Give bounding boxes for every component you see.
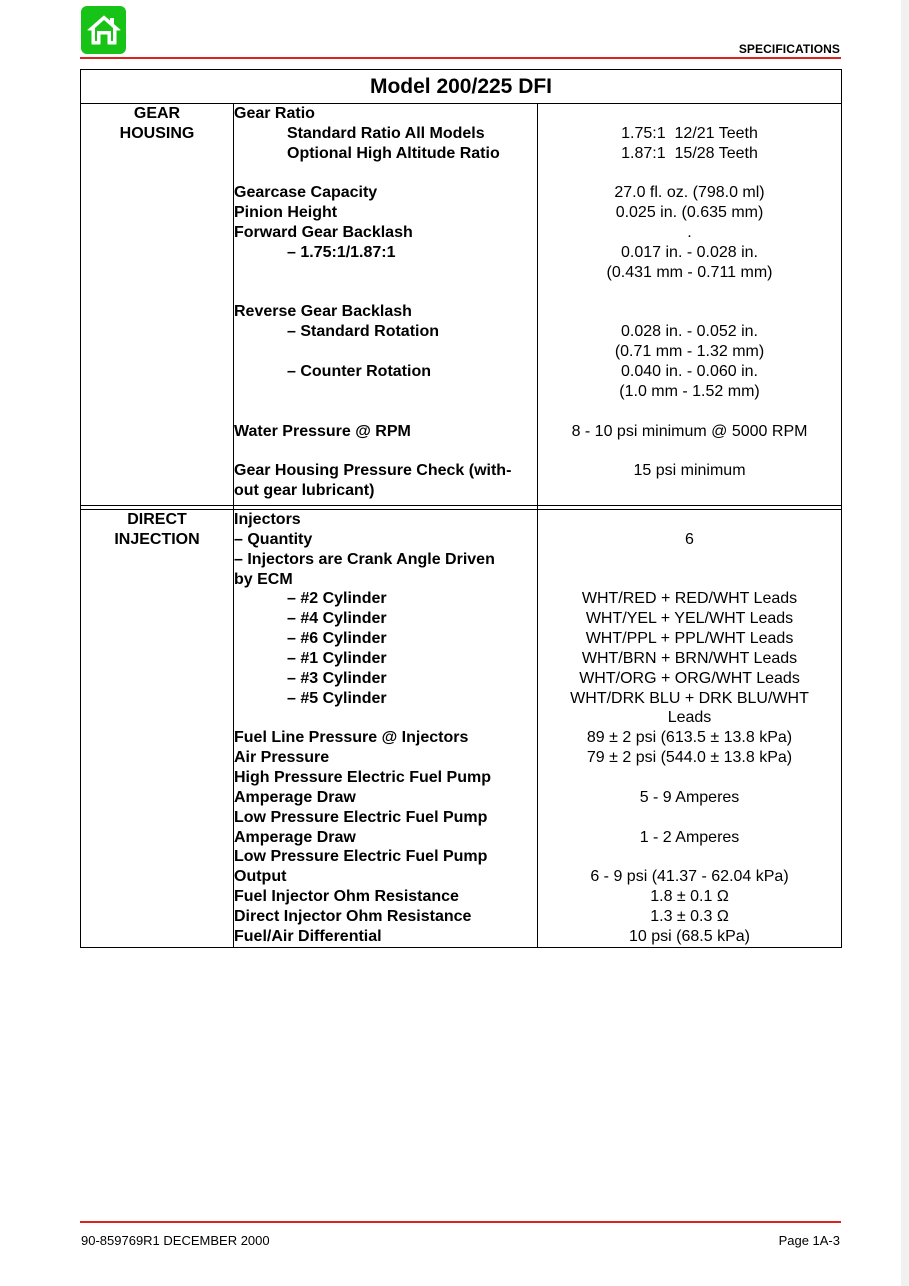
home-icon: [86, 12, 122, 48]
gear-housing-labels: [234, 104, 538, 506]
spec-value: [538, 768, 841, 788]
spec-value: [538, 402, 841, 422]
spec-label: – #6 Cylinder: [287, 630, 387, 648]
model-title: Model 200/225 DFI: [81, 70, 842, 104]
direct-injection-values: [538, 510, 842, 948]
spec-value: .: [687, 224, 692, 242]
spec-value: (1.0 mm - 1.52 mm): [619, 382, 760, 400]
spec-value: 79 ± 2 psi (544.0 ± 13.8 kPa): [586, 749, 793, 767]
spec-label: – Quantity: [234, 530, 313, 548]
spec-label: Optional High Altitude Ratio: [287, 144, 500, 162]
spec-value: [538, 570, 841, 590]
spec-value: 1.3 ± 0.3 Ω: [650, 907, 729, 925]
spec-value: 0.028 in. - 0.052 in.: [621, 323, 758, 341]
spec-label: [234, 441, 537, 461]
spec-label: Standard Ratio All Models: [287, 124, 485, 142]
spec-label: Air Pressure: [234, 749, 330, 767]
gear-housing-section-name: [81, 104, 234, 506]
spec-value: WHT/ORG + ORG/WHT Leads: [579, 669, 800, 687]
home-button[interactable]: [81, 6, 126, 54]
spec-value: [538, 104, 841, 124]
spec-label: – #3 Cylinder: [287, 669, 387, 687]
footer-doc-number: 90-859769R1 DECEMBER 2000: [81, 1233, 270, 1248]
spec-label: – #2 Cylinder: [287, 590, 387, 608]
spec-label: Amperage Draw: [234, 788, 356, 806]
spec-label: [234, 402, 537, 422]
spec-value: [538, 550, 841, 570]
spec-label: Low Pressure Electric Fuel Pump: [234, 848, 488, 866]
spec-label: – Standard Rotation: [287, 323, 440, 341]
spec-label: [234, 164, 537, 184]
section-name-line: INJECTION: [114, 531, 200, 548]
spec-value: [538, 164, 841, 184]
spec-label: – 1.75:1/1.87:1: [287, 243, 396, 261]
spec-value: [538, 302, 841, 322]
spec-label: Reverse Gear Backlash: [234, 303, 412, 321]
spec-label: Output: [234, 868, 287, 886]
spec-label: [234, 342, 537, 362]
spec-label: Gear Housing Pressure Check (with-: [234, 462, 512, 480]
spec-value: 0.040 in. - 0.060 in.: [621, 362, 758, 380]
spec-label: Water Pressure @ RPM: [234, 422, 411, 440]
spec-value: WHT/YEL + YEL/WHT Leads: [585, 610, 794, 628]
spec-label: Gear Ratio: [234, 105, 315, 122]
spec-label: Amperage Draw: [234, 828, 356, 846]
spec-value: WHT/BRN + BRN/WHT Leads: [581, 649, 798, 667]
page-edge-strip: [901, 0, 909, 1286]
spec-label: – #1 Cylinder: [287, 649, 387, 667]
spec-value: 10 psi (68.5 kPa): [629, 927, 750, 945]
spec-label: [234, 708, 537, 728]
spec-value: 0.025 in. (0.635 mm): [615, 204, 764, 222]
spec-label: [234, 263, 537, 283]
spec-value: 27.0 fl. oz. (798.0 ml): [614, 184, 765, 202]
spec-value: 1.87:1 15/28 Teeth: [621, 144, 758, 162]
spec-label: Pinion Height: [234, 204, 338, 222]
spec-label: – Injectors are Crank Angle Driven: [234, 550, 495, 568]
section-title: SPECIFICATIONS: [738, 42, 840, 56]
spec-label: Injectors: [234, 511, 301, 528]
spec-value: [538, 283, 841, 303]
spec-label: Low Pressure Electric Fuel Pump: [234, 808, 488, 826]
spec-table: [80, 69, 842, 948]
spec-label: High Pressure Electric Fuel Pump: [234, 768, 491, 786]
spec-label: [234, 382, 537, 402]
spec-label: [234, 283, 537, 303]
spec-label: Fuel Line Pressure @ Injectors: [234, 729, 469, 747]
spec-label: Gearcase Capacity: [234, 184, 378, 202]
spec-value: 15 psi minimum: [633, 462, 746, 480]
spec-value: [538, 808, 841, 828]
spec-value: 1 - 2 Amperes: [639, 828, 740, 846]
direct-injection-labels: [234, 510, 538, 948]
spec-value: [538, 510, 841, 530]
spec-label: – Counter Rotation: [287, 362, 431, 380]
spec-value: WHT/DRK BLU + DRK BLU/WHT: [570, 689, 809, 707]
header-rule: [80, 57, 841, 59]
section-name-line: DIRECT: [127, 511, 187, 528]
spec-label: Fuel/Air Differential: [234, 927, 382, 945]
spec-value: WHT/PPL + PPL/WHT Leads: [585, 630, 794, 648]
spec-label: Direct Injector Ohm Resistance: [234, 907, 472, 925]
direct-injection-row: [81, 510, 842, 948]
spec-label: out gear lubricant): [234, 482, 375, 500]
section-name-line: HOUSING: [119, 125, 195, 142]
spec-label: Fuel Injector Ohm Resistance: [234, 888, 459, 906]
gear-housing-row: [81, 104, 842, 506]
spec-value: 6: [685, 530, 694, 548]
section-name-line: GEAR: [133, 105, 181, 122]
spec-value: Leads: [667, 709, 712, 727]
footer-rule: [80, 1221, 841, 1223]
gear-housing-values: [538, 104, 842, 506]
spec-label: – #5 Cylinder: [287, 689, 387, 707]
spec-value: 0.017 in. - 0.028 in.: [621, 243, 758, 261]
spec-value: 5 - 9 Amperes: [639, 788, 740, 806]
spec-value: [538, 441, 841, 461]
spec-value: 1.75:1 12/21 Teeth: [621, 124, 758, 142]
footer-page-number: Page 1A-3: [778, 1233, 840, 1248]
spec-value: WHT/RED + RED/WHT Leads: [581, 590, 798, 608]
spec-value: 8 - 10 psi minimum @ 5000 RPM: [571, 422, 808, 440]
spec-value: (0.431 mm - 0.711 mm): [606, 263, 773, 281]
spec-label: – #4 Cylinder: [287, 610, 387, 628]
spec-value: 6 - 9 psi (41.37 - 62.04 kPa): [590, 868, 789, 886]
spec-value: 1.8 ± 0.1 Ω: [650, 888, 729, 906]
spec-value: 89 ± 2 psi (613.5 ± 13.8 kPa): [586, 729, 793, 747]
direct-injection-section-name: [81, 510, 234, 948]
spec-value: (0.71 mm - 1.32 mm): [614, 343, 765, 361]
spec-label: Forward Gear Backlash: [234, 224, 413, 242]
spec-label: by ECM: [234, 570, 293, 588]
spec-value: [538, 847, 841, 867]
